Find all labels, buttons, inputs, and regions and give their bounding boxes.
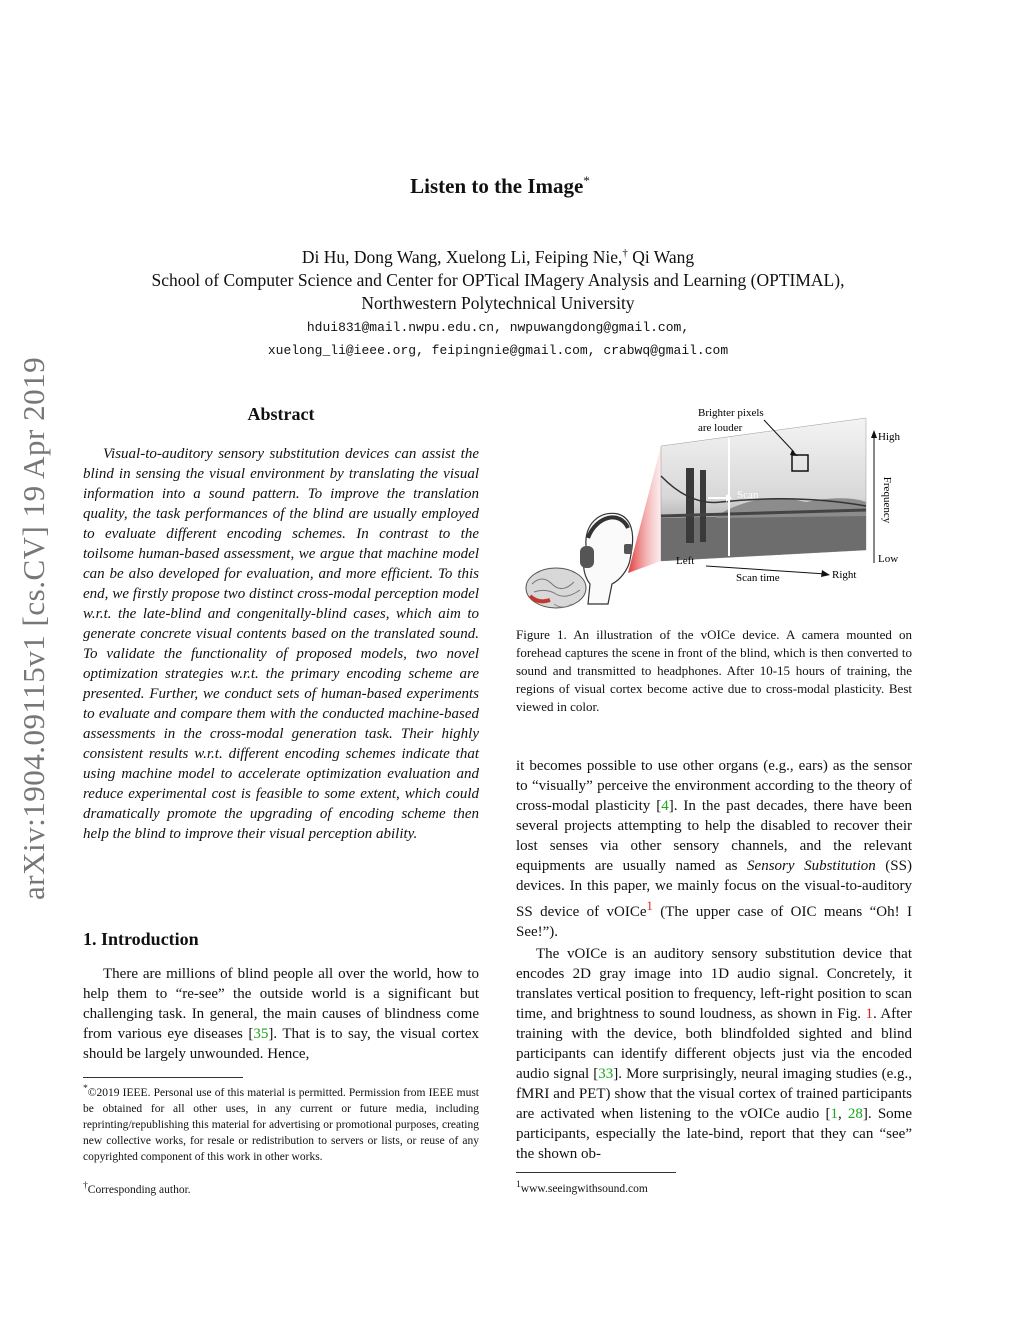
citation-link[interactable]: 33 bbox=[598, 1066, 614, 1082]
citation-link[interactable]: 1 bbox=[830, 1106, 838, 1122]
frequency-label: Frequency bbox=[881, 476, 893, 524]
author-block bbox=[0, 242, 996, 315]
paragraph-voice: The vOICe is an auditory sensory substitution device that encodes 2D gray image into 1D audio signal. Concretely, it translates vertical position to frequency, left-right position to scan time, and brightness to sound loudness, as shown in Fig. 1. After training with the device, both blindfolded sighted and blind participants can identify different objects just via the encoded audio signal [33]. More surprisingly, neural imaging studies (e.g., fMRI and PET) show that the visual cortex of trained participants are activated when listening to the vOICe audio [1, 28]. Some participants, especially the late-bind, report that they can “see” the shown ob- bbox=[516, 946, 913, 1162]
affiliation-line-1: School of Computer Science and Center for OPTical IMagery Analysis and Learning (OPTIMAL), bbox=[151, 269, 845, 290]
footnote-link[interactable]: 1 bbox=[646, 899, 653, 913]
head-with-headphones bbox=[580, 513, 633, 604]
footnote-rule bbox=[83, 1077, 243, 1078]
scan-time-label: Scan time bbox=[736, 572, 780, 584]
copyright-footnote: *©2019 IEEE. Personal use of this material is permitted. Permission from IEEE must be obtained for all other uses, in any current or future media, including reprinting/republishing this material for advertising or promotional purposes, creating new collective works, for resale or redistribution to servers or lists, or reuse of any copyrighted component of this work in other works. bbox=[83, 1083, 479, 1163]
author-names: Di Hu, Dong Wang, Xuelong Li, Feiping Nie,† Qi Wang bbox=[301, 246, 695, 267]
figure-1 bbox=[516, 398, 912, 618]
brighter-label-2: are louder bbox=[698, 422, 743, 434]
intro-paragraph: There are millions of blind people all over the world, how to help them to “re-see” the outside world is a significant but challenging task. In general, the main causes of blindness come from various eye diseases [35]. That is to say, the visual cortex should be largely unwounded. Hence, bbox=[83, 966, 479, 1062]
author-emails bbox=[0, 316, 996, 362]
high-label: High bbox=[878, 431, 900, 443]
citation-link[interactable]: 35 bbox=[253, 1026, 269, 1042]
left-label: Left bbox=[676, 555, 695, 567]
brain-illustration bbox=[526, 568, 586, 608]
camera-beam bbox=[628, 446, 661, 573]
right-label: Right bbox=[832, 569, 857, 581]
figure-1-caption: Figure 1. An illustration of the vOICe device. A camera mounted on forehead captures the scene in front of the blind, which is then converted to sound and transmitted to headphones. After 10-15 hours of training, the regions of visual cortex become active due to cross-modal plasticity. Best viewed in color. bbox=[516, 627, 912, 714]
bridge-tower bbox=[686, 468, 694, 543]
affiliation-line-2: Northwestern Polytechnical University bbox=[361, 292, 635, 313]
corresponding-author-footnote: †Corresponding author. bbox=[83, 1180, 191, 1196]
footnote-rule-right bbox=[516, 1172, 676, 1173]
brighter-label-1: Brighter pixels bbox=[698, 407, 764, 419]
scan-label: Scan bbox=[737, 489, 759, 501]
section-heading-introduction: 1. Introduction bbox=[83, 929, 199, 949]
abstract-heading: Abstract bbox=[247, 404, 315, 424]
email-line-2: xuelong_li@ieee.org, feipingnie@gmail.com, crabwq@gmail.com bbox=[267, 343, 729, 358]
citation-link[interactable]: 4 bbox=[661, 798, 669, 814]
email-line-1: hdui831@mail.nwpu.edu.cn, nwpuwangdong@gmail.com, bbox=[306, 320, 690, 335]
figure-link[interactable]: 1 bbox=[865, 1006, 873, 1022]
paragraph-continued: it becomes possible to use other organs (e.g., ears) as the sensor to “visually” perceive the environment according to the theory of cross-modal plasticity [4]. In the past decades, there have been several projects attempting to help the disabled to recover their lost senses via other sensory channels, and the relevant equipments are usually named as Sensory Substitution (SS) devices. In this paper, we mainly focus on the visual-to-auditory SS device of vOICe$^1$ (The upper case of OIC means “Oh! I See!”). bbox=[516, 758, 912, 940]
arxiv-stamp: arXiv:1904.09115v1 [cs.CV] 19 Apr 2019 bbox=[16, 356, 51, 900]
abstract-text: Visual-to-auditory sensory substitution devices can assist the blind in sensing the visual environment by translating the visual information into a sound pattern. To improve the translation quality, the task performances of the blind are usually employed to evaluate different encoding schemes. In contrast to the toilsome human-based assessment, we argue that machine model can be also developed for evaluation, and more efficient. To this end, we firstly propose two distinct cross-modal perception model w.r.t. the late-blind and congenitally-blind cases, which aim to generate concrete visual contents based on the translated sound. To validate the functionality of proposed models, two novel optimization strategies w.r.t. the primary encoding scheme are presented. Further, we conduct sets of human-based experiments to evaluate and compare them with the conducted machine-based assessments in the cross-modal generation task. Their highly consistent results w.r.t. different encoding schemes indicate that using machine model to accelerate optimization evaluation and reduce experimental cost is feasible to some extent, which could dramatically promote the upgrading of encoding scheme then help the blind to improve their visual perception ability. bbox=[83, 446, 479, 842]
right-column-body bbox=[516, 756, 912, 1164]
paper-title: Listen to the Image* bbox=[410, 173, 590, 198]
low-label: Low bbox=[878, 553, 899, 565]
citation-link[interactable]: 28 bbox=[847, 1106, 863, 1122]
vOICe-url-footnote: $^1$www.seeingwithsound.com bbox=[516, 1179, 648, 1195]
